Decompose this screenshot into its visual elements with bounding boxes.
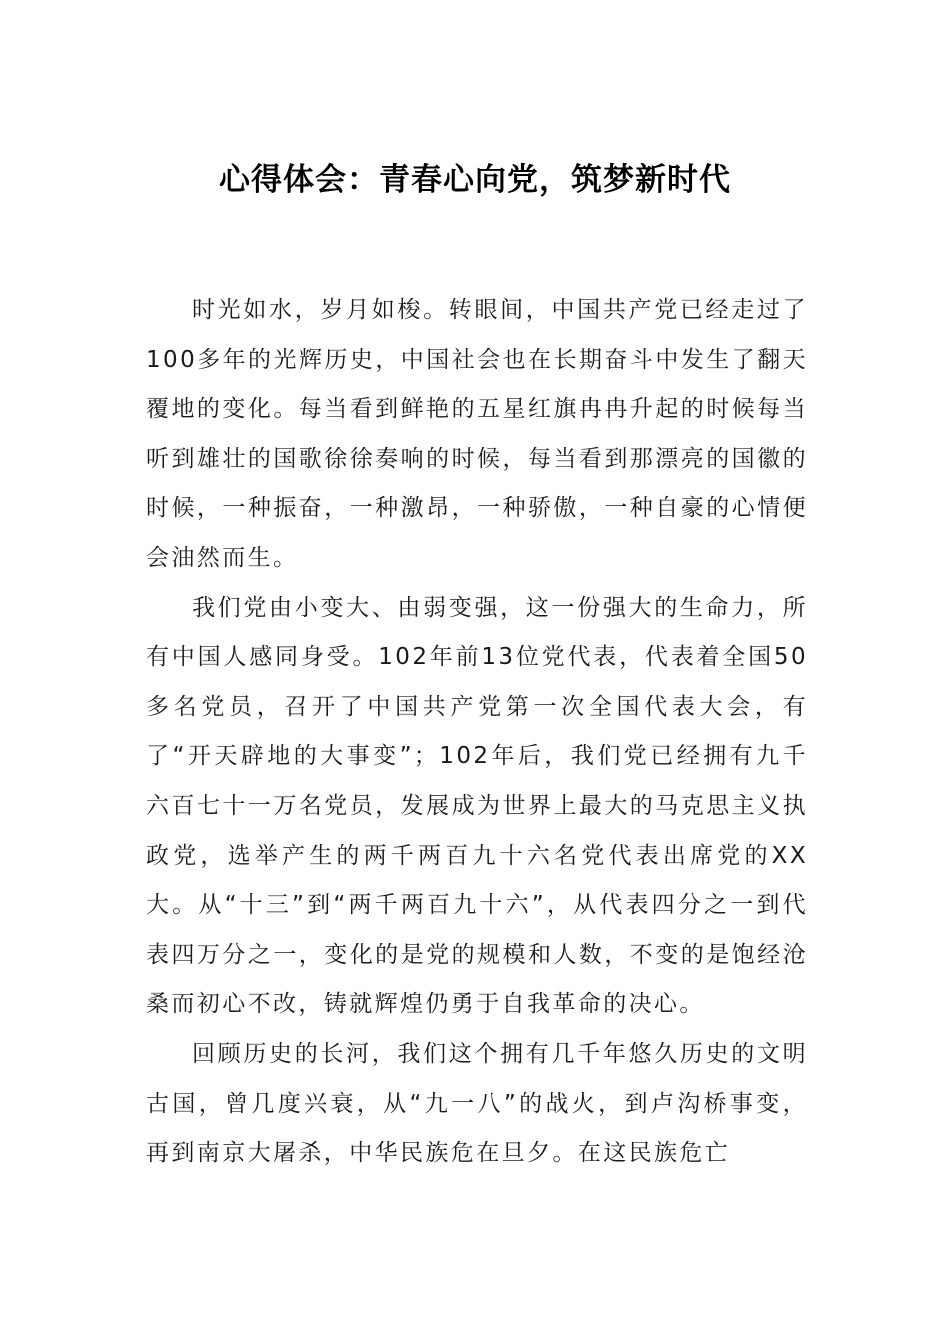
paragraph-1: 时光如水，岁月如梭。转眼间，中国共产党已经走过了100多年的光辉历史，中国社会也在长期奋斗中发生了翻天覆地的变化。每当看到鲜艳的五星红旗冉冉升起的时候每当听到雄壮的国歌徐徐奏响的时候，每当看到那漂亮的国徽的时候，一种振奋，一种激昂，一种骄傲，一种自豪的心情便会油然而生。 xyxy=(146,297,808,571)
document-title: 心得体会：青春心向党，筑梦新时代 xyxy=(219,162,731,198)
paragraph-3: 回顾历史的长河，我们这个拥有几千年悠久历史的文明古国，曾几度兴衰，从“九一八”的战火，到卢沟桥事变，再到南京大屠杀，中华民族危在旦夕。在这民族危亡 xyxy=(146,1040,808,1167)
paragraph-2: 我们党由小变大、由弱变强，这一份强大的生命力，所有中国人感同身受。102年前13位党代表，代表着全国50多名党员，召开了中国共产党第一次全国代表大会，有了“开天辟地的大事变”；102年后，我们党已经拥有九千六百七十一万名党员，发展成为世界上最大的马克思主义执政党，选举产生的两千两百九十六名党代表出席党的XX大。从“十三”到“两千两百九十六”，从代表四分之一到代表四万分之一，变化的是党的规模和人数，不变的是饱经沧桑而初心不改，铸就辉煌仍勇于自我革命的决心。 xyxy=(146,594,808,1018)
document-body xyxy=(146,286,808,1179)
